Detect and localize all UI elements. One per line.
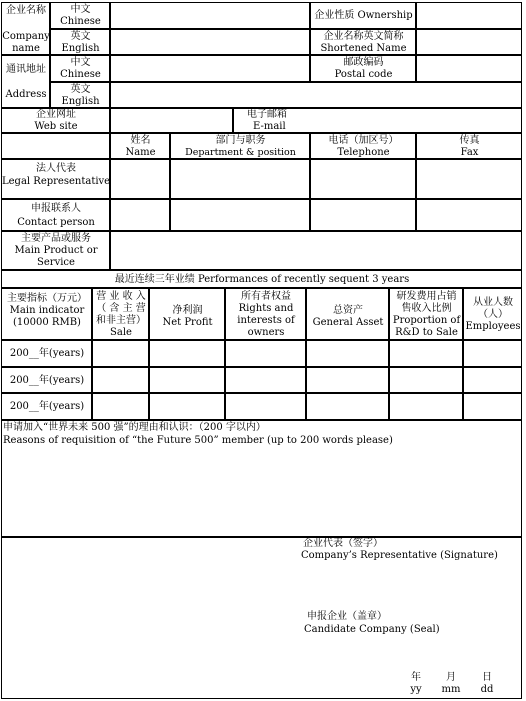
company-name-english-label-cell [50,29,110,55]
contact-person-fax-field[interactable] [416,199,522,231]
name-header-cell [110,133,170,159]
legal-rep-en: Legal Representative [2,176,111,187]
income-header-zh2: （ 含 主 营 [96,303,146,314]
signature-cell [1,537,522,699]
dept-header-zh: 部门与职务 [215,135,266,146]
web-site-en: Web site [34,121,78,132]
asset-field[interactable] [306,340,389,367]
main-product-en2: Service [37,257,75,268]
email-zh: 电子邮箱 [247,109,287,120]
indicator-header-zh: 主要指标（万元） [7,293,87,304]
tel-header-cell [310,133,416,159]
indicator-header-cell [1,288,92,340]
postal-code-field[interactable] [416,55,522,82]
income-field[interactable] [92,367,149,393]
company-name-label-cell [1,2,50,55]
reasons-label-zh: 申请加入“世界未来 500 强”的理由和认识：（200 字以内） [3,422,266,433]
profit-header-cell [149,288,225,340]
year-label: 200__年(years) [9,401,85,412]
company-name-english-en: English [61,43,100,54]
emp-header-en: Employees [465,321,521,332]
address-english-en: English [61,96,100,107]
year-label: 200__年(years) [9,375,85,386]
rep-signature-zh: 企业代表（签字） [303,538,383,549]
ownership-label: 企业性质 Ownership [314,10,413,21]
main-product-en1: Main Product or [14,245,98,256]
day-en: dd [480,684,494,695]
profit-field[interactable] [149,340,225,367]
rights-header-en3: owners [247,327,285,338]
name-header-zh: 姓名 [130,135,151,146]
contact-person-zh: 申报联系人 [31,203,81,214]
indicator-header-en1: Main indicator [9,305,85,316]
performance-title-cell [1,270,522,288]
web-site-zh: 企业网址 [36,109,76,120]
asset-header-zh: 总资产 [333,305,363,316]
rd-header-zh2: 售收入比例 [401,303,452,314]
income-header-cell [92,288,149,340]
year-label-cell [1,367,92,393]
rd-field[interactable] [389,393,463,420]
main-product-zh: 主要产品或服务 [21,233,91,244]
emp-header-zh2: （人） [478,309,508,320]
address-label-cell [1,55,50,108]
tel-header-en: Telephone [337,147,390,158]
profit-header-zh: 净利润 [172,305,203,316]
shortened-name-en: Shortened Name [320,43,407,54]
rights-field[interactable] [225,340,306,367]
rd-field[interactable] [389,340,463,367]
address-english-label-cell [50,82,110,108]
address-chinese-label-cell [50,55,110,82]
income-header-zh1: 营 业 收 入 [96,291,146,302]
ownership-label-cell [310,2,416,29]
profit-field[interactable] [149,367,225,393]
day-zh: 日 [482,672,492,683]
seal-zh: 申报企业（盖章） [307,611,387,622]
dept-header-cell [170,133,310,159]
rights-header-zh: 所有者权益 [241,291,291,302]
address-english-field[interactable] [110,82,522,108]
rep-signature-en: Company’s Representative (Signature) [301,550,498,561]
indicator-header-en2: (10000 RMB) [13,317,81,328]
income-field[interactable] [92,393,149,420]
income-field[interactable] [92,340,149,367]
year-label-cell [1,393,92,420]
contact-person-label-cell [1,199,110,231]
year-label-cell [1,340,92,367]
shortened-name-field[interactable] [416,29,522,55]
emp-header-zh1: 从业人数 [473,297,513,308]
asset-header-en: General Asset [312,317,384,328]
seal-en: Candidate Company (Seal) [304,624,440,635]
main-product-field[interactable] [110,231,522,270]
postal-code-en: Postal code [334,69,393,80]
rd-header-zh1: 研发费用占销 [396,291,457,302]
performance-title: 最近连续三年业绩 Performances of recently sequent 3 years [114,274,410,285]
asset-field[interactable] [306,367,389,393]
month-en: mm [441,684,461,695]
company-name-chinese-en: Chinese [60,16,101,27]
contact-header-blank [1,133,110,159]
postal-code-zh: 邮政编码 [343,57,384,68]
legal-rep-name-field[interactable] [110,159,170,199]
contact-person-name-field[interactable] [110,199,170,231]
year-label: 200__年(years) [9,348,85,359]
company-name-chinese-label-cell [50,2,110,29]
web-site-field[interactable] [110,108,233,133]
rd-header-cell [389,288,463,340]
profit-field[interactable] [149,393,225,420]
income-header-zh3: 和非主营） [96,315,146,326]
rd-field[interactable] [389,367,463,393]
tel-header-zh: 电话（加区号） [328,135,399,146]
reasons-label-en: Reasons of requisition of “the Future 500” member (up to 200 words please) [3,435,393,446]
rights-header-en2: interests of [237,315,295,326]
shortened-name-label-cell [310,29,416,55]
legal-rep-tel-field[interactable] [310,159,416,199]
main-product-label-cell [1,231,110,270]
address-chinese-zh: 中文 [70,57,91,68]
fax-header-cell [416,133,522,159]
company-name-chinese-zh: 中文 [70,4,91,15]
legal-rep-label-cell [1,159,110,199]
address-label-zh: 通讯地址 [6,64,46,75]
profit-header-en: Net Profit [162,317,213,328]
address-label-en: Address [5,89,47,100]
month-zh: 月 [446,672,456,683]
company-name-english-zh: 英文 [70,31,91,42]
company-name-label-en: Company name [2,31,50,54]
company-name-chinese-field[interactable] [110,2,310,29]
employees-field[interactable] [463,367,522,393]
company-name-english-field[interactable] [110,29,310,55]
legal-rep-zh: 法人代表 [36,163,76,174]
emp-header-cell [463,288,522,340]
contact-person-en: Contact person [17,217,95,228]
year-en: yy [410,684,422,695]
year-zh: 年 [411,672,421,683]
asset-field[interactable] [306,393,389,420]
address-chinese-en: Chinese [60,69,101,80]
dept-header-en: Department & position [185,147,296,158]
email-en: E-mail [253,121,286,132]
rd-header-en2: R&D to Sale [395,327,458,338]
shortened-name-zh: 企业名称英文简称 [323,31,404,42]
web-site-label-cell [1,108,110,133]
rights-field[interactable] [225,367,306,393]
legal-rep-fax-field[interactable] [416,159,522,199]
contact-person-tel-field[interactable] [310,199,416,231]
name-header-en: Name [125,147,156,158]
address-chinese-field[interactable] [110,55,310,82]
legal-rep-dept-field[interactable] [170,159,310,199]
fax-header-en: Fax [460,147,479,158]
asset-header-cell [306,288,389,340]
income-header-en: Sale [110,327,132,338]
rights-header-cell [225,288,306,340]
rd-header-en1: Proportion of [392,315,461,326]
address-english-zh: 英文 [70,84,91,95]
fax-header-zh: 传真 [459,135,480,146]
ownership-field[interactable] [416,2,522,29]
company-name-label-zh: 企业名称 [6,5,46,16]
rights-field[interactable] [225,393,306,420]
email-label-cell [233,108,522,133]
rights-header-en1: Rights and [238,303,294,314]
employees-field[interactable] [463,340,522,367]
employees-field[interactable] [463,393,522,420]
postal-code-label-cell [310,55,416,82]
reasons-cell[interactable] [1,420,522,537]
contact-person-dept-field[interactable] [170,199,310,231]
